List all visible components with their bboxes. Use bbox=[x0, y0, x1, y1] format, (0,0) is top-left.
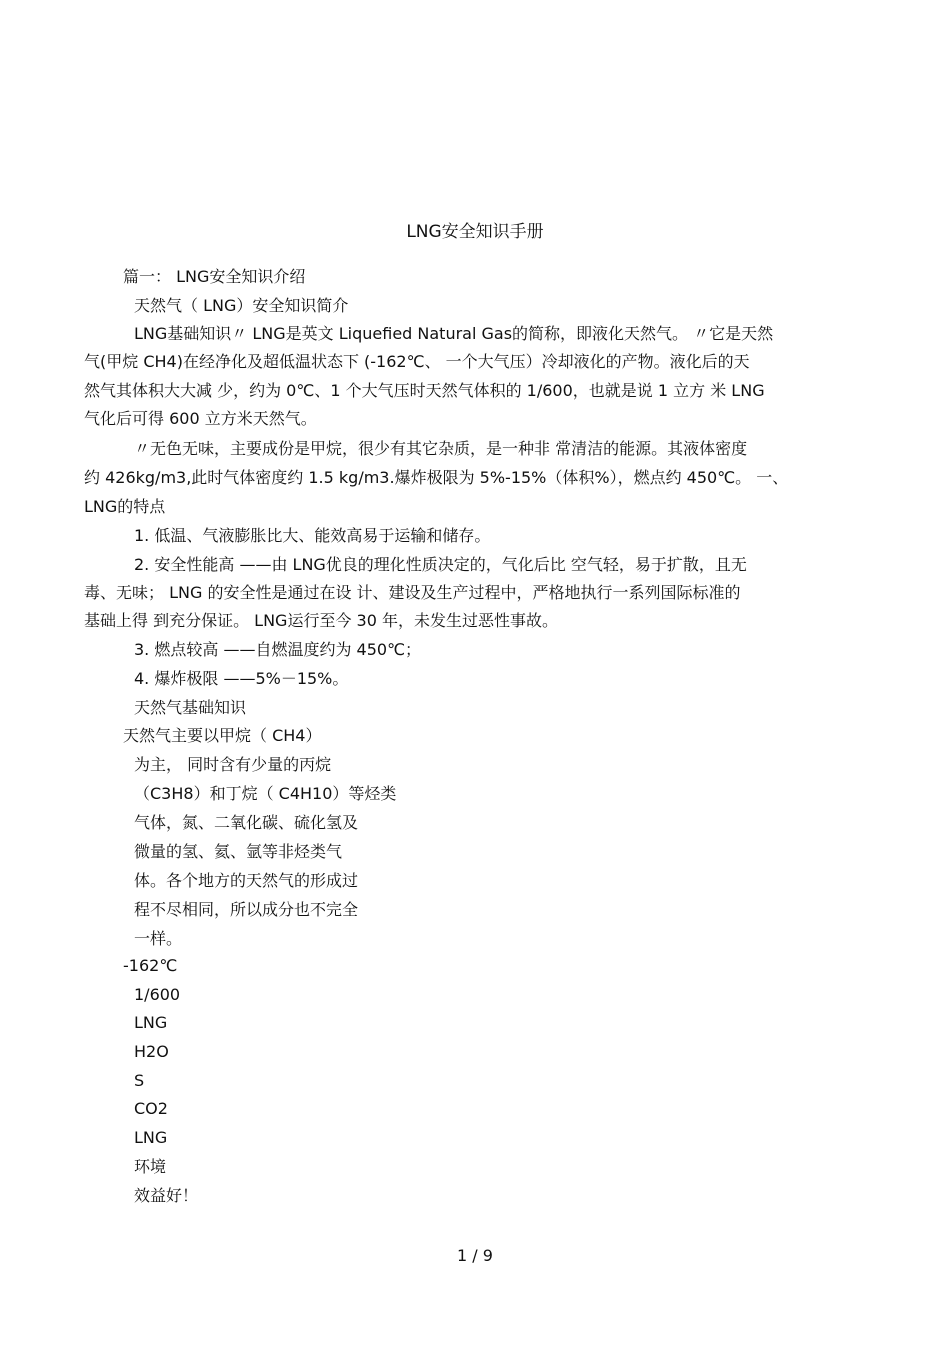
paragraph-line: 天然气主要以甲烷（ CH4） bbox=[123, 726, 322, 745]
label-line: S bbox=[134, 1071, 145, 1090]
paragraph-line: 体。各个地方的天然气的形成过 bbox=[134, 871, 359, 890]
section-heading: 篇一： LNG安全知识介绍 bbox=[123, 267, 306, 286]
paragraph-line: 一样。 bbox=[134, 929, 183, 948]
label-line: 环境 bbox=[134, 1157, 167, 1176]
document-title: LNG安全知识手册 bbox=[406, 222, 544, 242]
paragraph-line: 〃无色无味，主要成份是甲烷，很少有其它杂质，是一种非 常清洁的能源。其液体密度 bbox=[134, 439, 748, 458]
paragraph-line: 气(甲烷 CH4)在经净化及超低温状态下 (-162℃、 一个大气压）冷却液化的产物。液化后的天 bbox=[84, 352, 750, 371]
list-item: 1. 低温、气液膨胀比大、能效高易于运输和储存。 bbox=[134, 526, 491, 545]
subsection-heading: 天然气基础知识 bbox=[134, 698, 247, 717]
label-line: LNG bbox=[134, 1013, 168, 1032]
paragraph-line: 约 426kg/m3,此时气体密度约 1.5 kg/m3.爆炸极限为 5%-15%（体积%），燃点约 450℃。 一、 bbox=[84, 468, 789, 487]
paragraph-line: 为主， 同时含有少量的丙烷 bbox=[134, 755, 332, 774]
label-line: 效益好！ bbox=[134, 1186, 199, 1205]
paragraph-line: 微量的氢、氦、氩等非烃类气 bbox=[134, 842, 343, 861]
paragraph-line: （C3H8）和丁烷（ C4H10）等烃类 bbox=[134, 784, 397, 803]
label-line: 1/600 bbox=[134, 985, 181, 1004]
list-item: 4. 爆炸极限 ——5%－15%。 bbox=[134, 669, 349, 688]
label-line: CO2 bbox=[134, 1099, 168, 1118]
paragraph-line: LNG基础知识〃 LNG是英文 Liquefied Natural Gas的简称，即液化天然气。 〃它是天然 bbox=[134, 324, 774, 343]
paragraph-line: LNG的特点 bbox=[84, 497, 166, 516]
list-item: 3. 燃点较高 ——自燃温度约为 450℃； bbox=[134, 640, 422, 659]
page-indicator: 1 / 9 bbox=[457, 1246, 493, 1265]
paragraph-line: 气化后可得 600 立方米天然气。 bbox=[84, 409, 317, 428]
label-line: H2O bbox=[134, 1042, 169, 1061]
paragraph-line: 程不尽相同，所以成分也不完全 bbox=[134, 900, 359, 919]
paragraph-line: 基础上得 到充分保证。 LNG运行至今 30 年，未发生过恶性事故。 bbox=[84, 611, 558, 630]
paragraph-line: 然气其体积大大减 少，约为 0℃、1 个大气压时天然气体积的 1/600，也就是说 1 立方 米 LNG bbox=[84, 381, 765, 400]
paragraph-line: 毒、无味； LNG 的安全性是通过在设 计、建设及生产过程中，严格地执行一系列国际标准的 bbox=[84, 583, 741, 602]
subsection-heading: 天然气（ LNG）安全知识简介 bbox=[134, 296, 349, 315]
label-line: -162℃ bbox=[123, 956, 178, 975]
list-item: 2. 安全性能高 ——由 LNG优良的理化性质决定的，气化后比 空气轻，易于扩散，且无 bbox=[134, 555, 747, 574]
label-line: LNG bbox=[134, 1128, 168, 1147]
paragraph-line: 气体，氮、二氧化碳、硫化氢及 bbox=[134, 813, 359, 832]
